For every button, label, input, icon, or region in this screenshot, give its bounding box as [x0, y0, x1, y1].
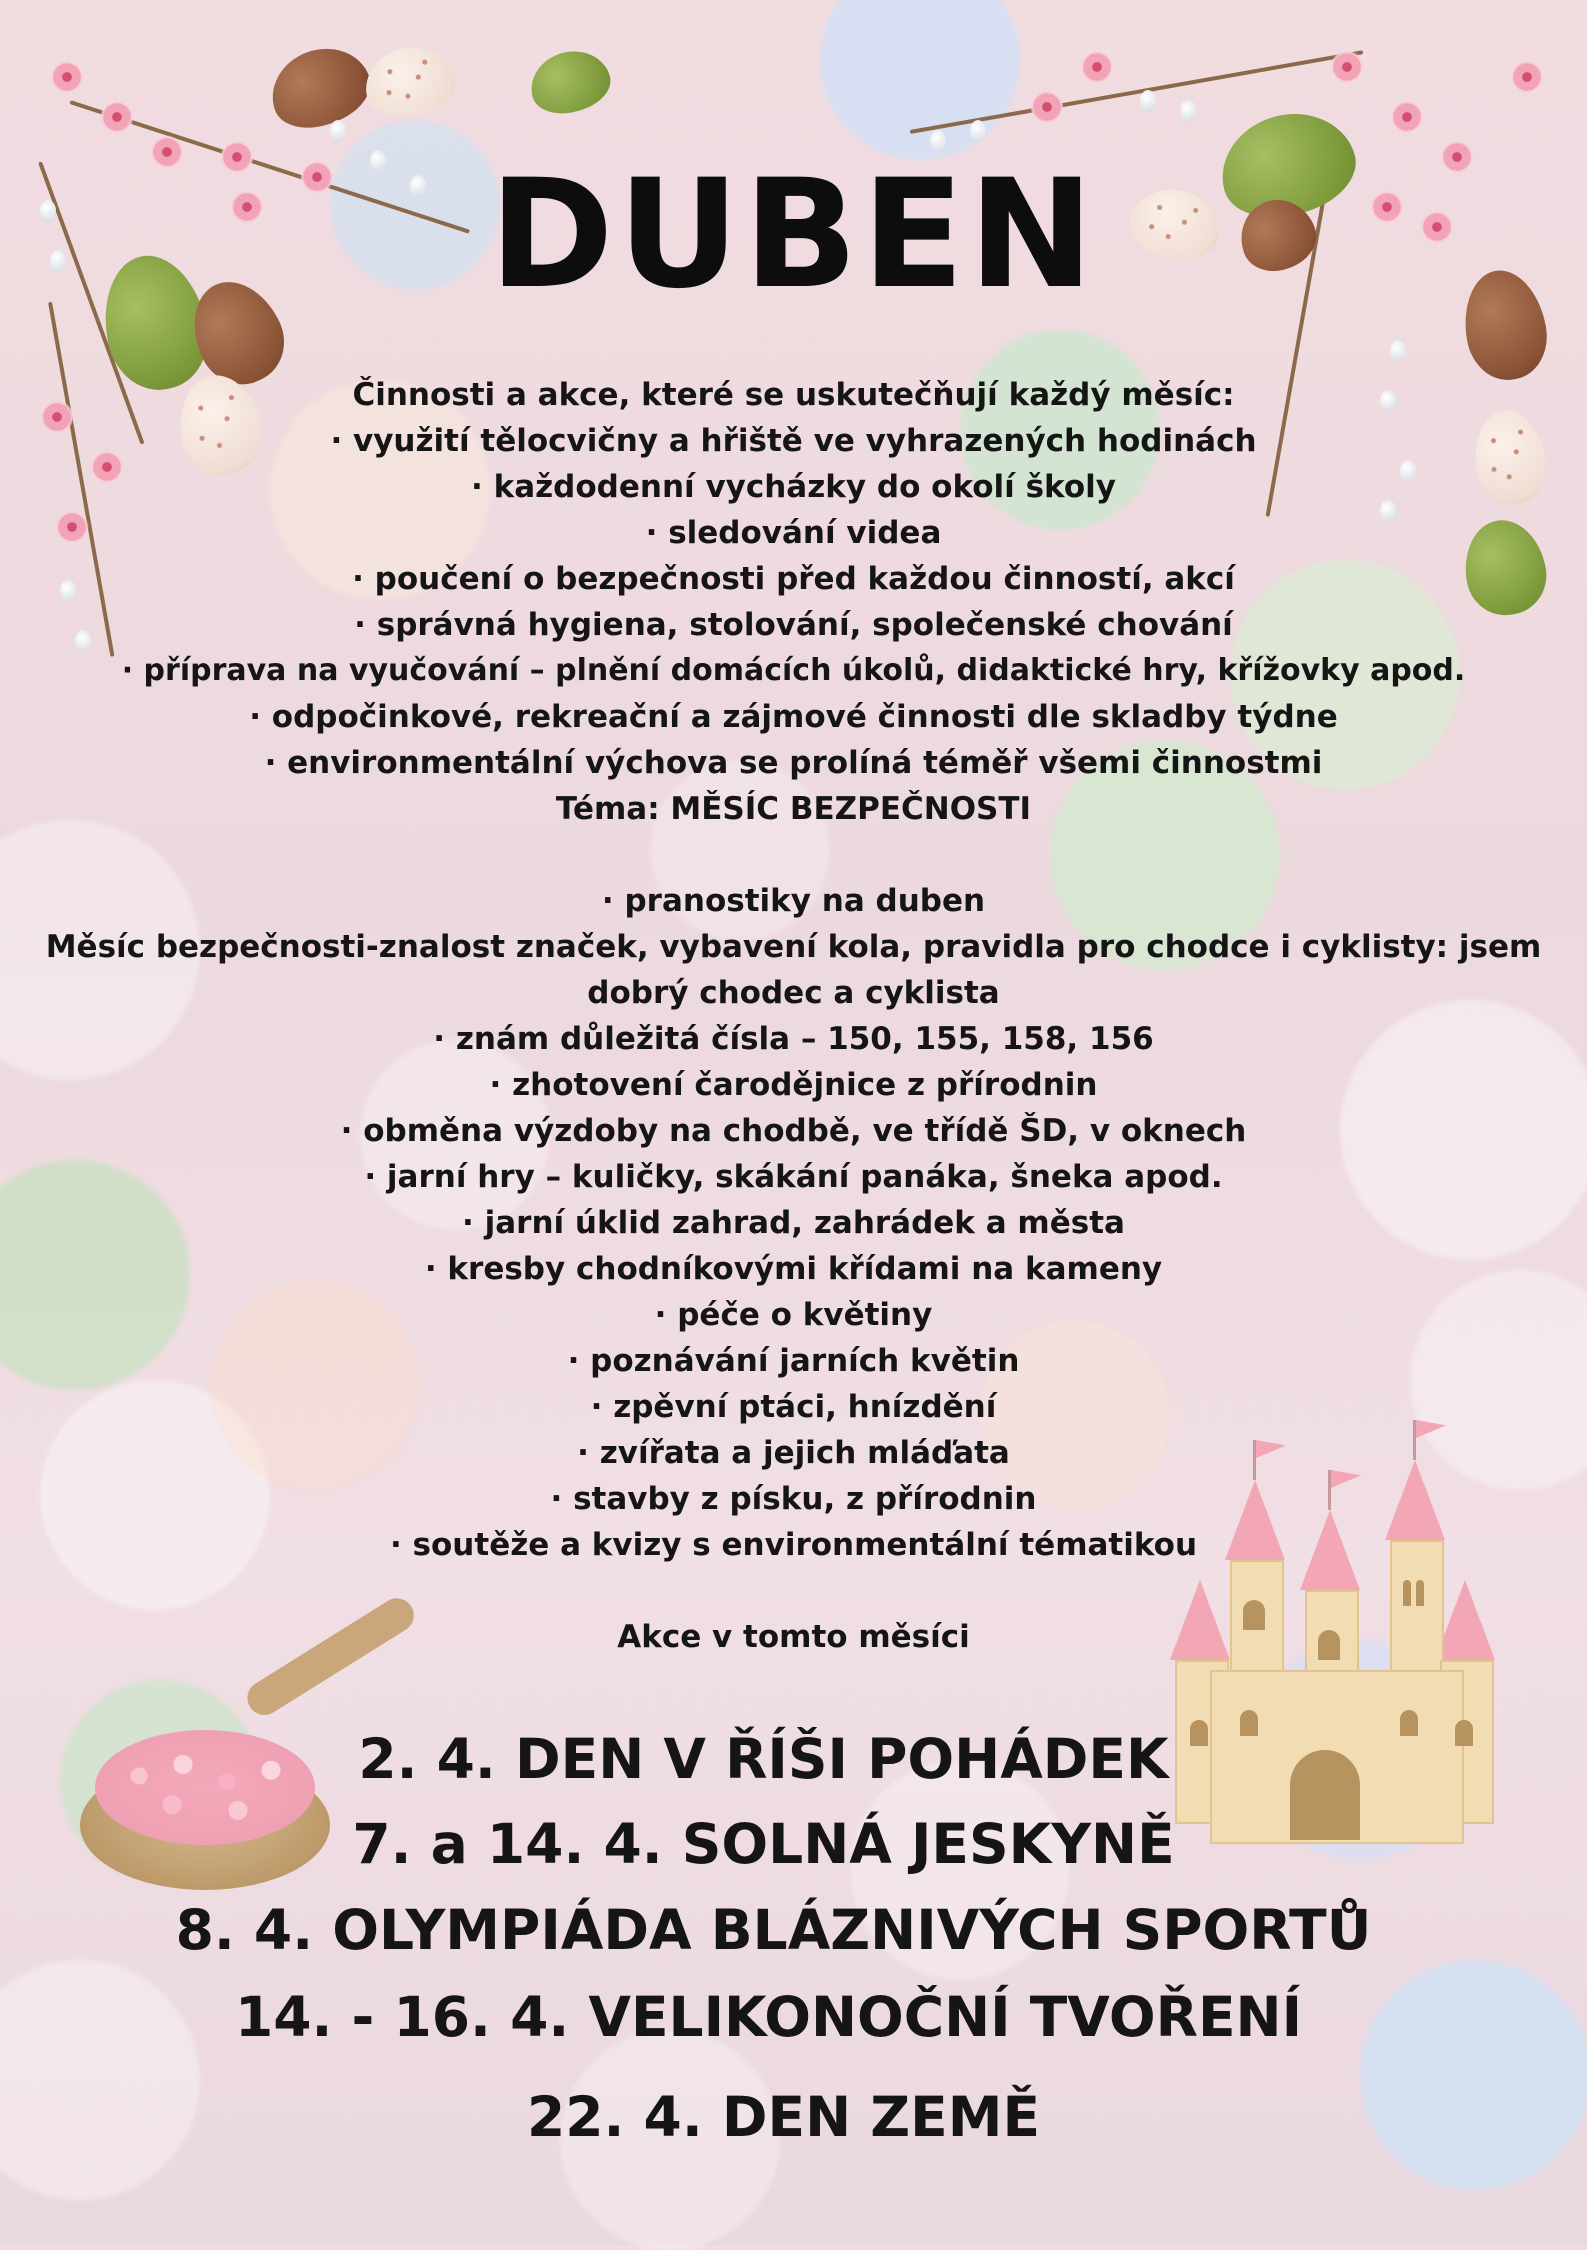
list-item: · znám důležitá čísla – 150, 155, 158, 156 [433, 1021, 1154, 1057]
list-item: · jarní hry – kuličky, skákání panáka, šneka apod. [364, 1159, 1223, 1195]
theme-heading: Téma: MĚSÍC BEZPEČNOSTI [555, 791, 1032, 827]
list-item: Měsíc bezpečnosti-znalost značek, vybavení kola, pravidla pro chodce i cyklisty: jsem dobrý chodec a cyklista [45, 929, 1542, 1011]
list-item: · zpěvní ptáci, hnízdění [590, 1389, 997, 1425]
list-item: · zvířata a jejich mláďata [577, 1435, 1010, 1471]
event-item: 7. a 14. 4. SOLNÁ JESKYNĚ [352, 1812, 1175, 1876]
list-item: · jarní úklid zahrad, zahrádek a města [462, 1205, 1125, 1241]
event-item: 14. - 16. 4. VELIKONOČNÍ TVOŘENÍ [234, 1985, 1303, 2049]
list-item: · pranostiky na duben [601, 883, 986, 919]
events-heading-block [30, 1614, 1557, 1660]
list-item: · správná hygiena, stolování, společenské chování [354, 607, 1233, 643]
page-title: DUBEN [489, 148, 1098, 322]
list-item: · využití tělocvičny a hřiště ve vyhrazených hodinách [330, 423, 1257, 459]
list-item: · stavby z písku, z přírodnin [550, 1481, 1037, 1517]
list-item: · příprava na vyučování – plnění domácích úkolů, didaktické hry, křížovky apod. [121, 653, 1466, 688]
monthly-intro: Činnosti a akce, které se uskutečňují každý měsíc: [352, 377, 1235, 413]
event-item: 2. 4. DEN V ŘÍŠI POHÁDEK [358, 1727, 1169, 1791]
list-item: · odpočinkové, rekreační a zájmové činnosti dle skladby týdne [249, 699, 1338, 735]
list-item: · soutěže a kvizy s environmentální tématikou [389, 1527, 1198, 1563]
theme-activities [30, 878, 1557, 1568]
events-heading: Akce v tomto měsíci [617, 1619, 970, 1655]
list-item: · sledování videa [645, 515, 942, 551]
event-item: 22. 4. DEN ZEMĚ [526, 2085, 1041, 2149]
monthly-activities [30, 372, 1557, 832]
event-item: 8. 4. OLYMPIÁDA BLÁZNIVÝCH SPORTŮ [175, 1898, 1372, 1962]
list-item: · každodenní vycházky do okolí školy [471, 469, 1116, 505]
list-item: · obměna výzdoby na chodbě, ve třídě ŠD, v oknech [340, 1113, 1247, 1149]
list-item: · environmentální výchova se prolíná téměř všemi činnostmi [264, 745, 1323, 781]
list-item: · poučení o bezpečnosti před každou činností, akcí [352, 561, 1235, 597]
list-item: · zhotovení čarodějnice z přírodnin [489, 1067, 1098, 1103]
list-item: · poznávání jarních květin [567, 1343, 1020, 1379]
list-item: · péče o květiny [654, 1297, 933, 1333]
list-item: · kresby chodníkovými křídami na kameny [424, 1251, 1163, 1287]
